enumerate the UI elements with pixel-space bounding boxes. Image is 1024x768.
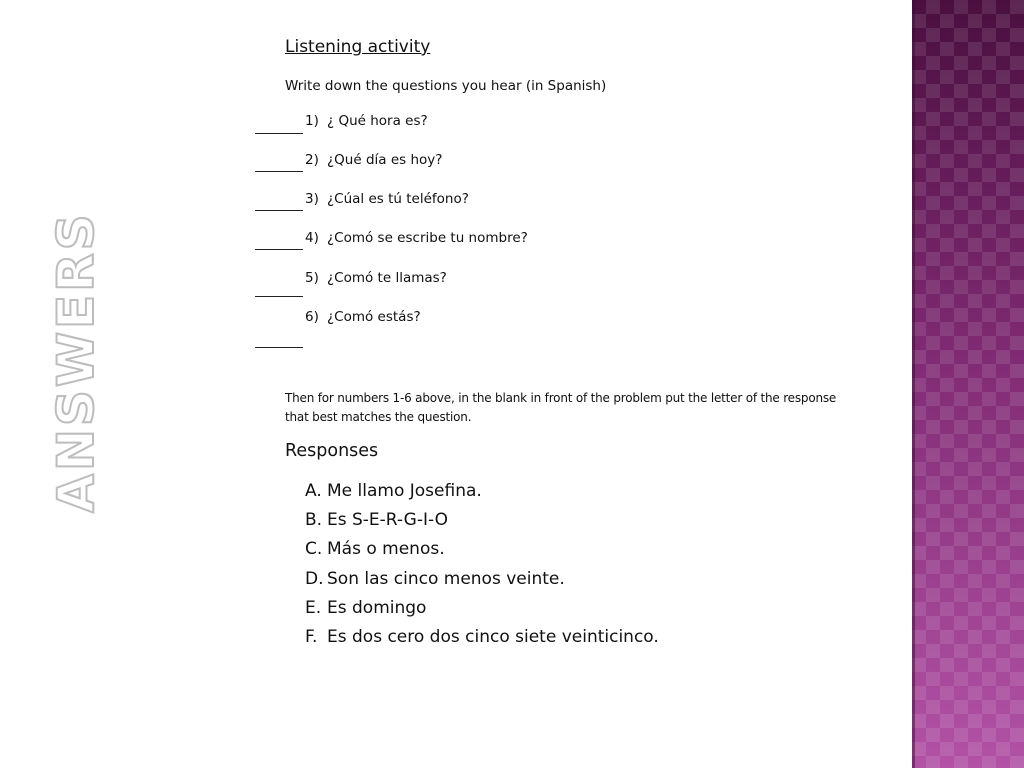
slide-title: ANSWERS [47,211,105,513]
answer-blank [255,296,303,297]
response-text: Es dos cero dos cinco siete veinticinco. [327,627,659,647]
question-item [305,113,428,129]
decorative-side-band [912,0,1024,768]
response-item [305,569,565,589]
response-text: Más o menos. [327,539,445,559]
question-item [305,270,447,286]
response-text: Es S-E-R-G-I-O [327,510,448,530]
response-letter: E. [305,598,322,618]
question-item [305,309,421,325]
question-number: 3) [305,191,319,207]
answer-blank [255,133,303,134]
question-text: ¿Comó te llamas? [327,270,447,286]
answer-blank [255,210,303,211]
response-item [305,510,448,530]
question-number: 1) [305,113,319,129]
matching-instruction: Then for numbers 1-6 above, in the blank in front of the problem put the letter of the response that best matches the question. [285,391,837,424]
worksheet-instruction: Write down the questions you hear (in Spanish) [285,78,607,94]
response-text: Es domingo [327,598,427,618]
response-item [305,598,426,618]
question-text: ¿Comó estás? [327,309,421,325]
response-item [305,627,659,647]
answer-blank [255,171,303,172]
answer-blank [255,347,303,348]
response-text: Son las cinco menos veinte. [327,569,565,589]
question-number: 2) [305,152,319,168]
question-item [305,152,442,168]
question-text: ¿Comó se escribe tu nombre? [327,230,528,246]
worksheet-heading: Listening activity [285,37,431,57]
responses-heading: Responses [285,441,379,461]
question-text: ¿Qué día es hoy? [327,152,443,168]
response-item [305,539,445,559]
question-text: ¿Cúal es tú teléfono? [327,191,469,207]
side-band-edge [912,0,915,768]
question-item [305,191,469,207]
response-letter: C. [305,539,323,559]
question-number: 5) [305,270,319,286]
question-text: ¿ Qué hora es? [327,113,428,129]
question-item [305,230,528,246]
question-number: 6) [305,309,319,325]
question-number: 4) [305,230,319,246]
response-letter: A. [305,481,322,501]
response-text: Me llamo Josefina. [327,481,482,501]
response-letter: D. [305,569,324,589]
response-letter: B. [305,510,323,530]
response-letter: F. [305,627,318,647]
response-item [305,481,482,501]
answer-blank [255,249,303,250]
